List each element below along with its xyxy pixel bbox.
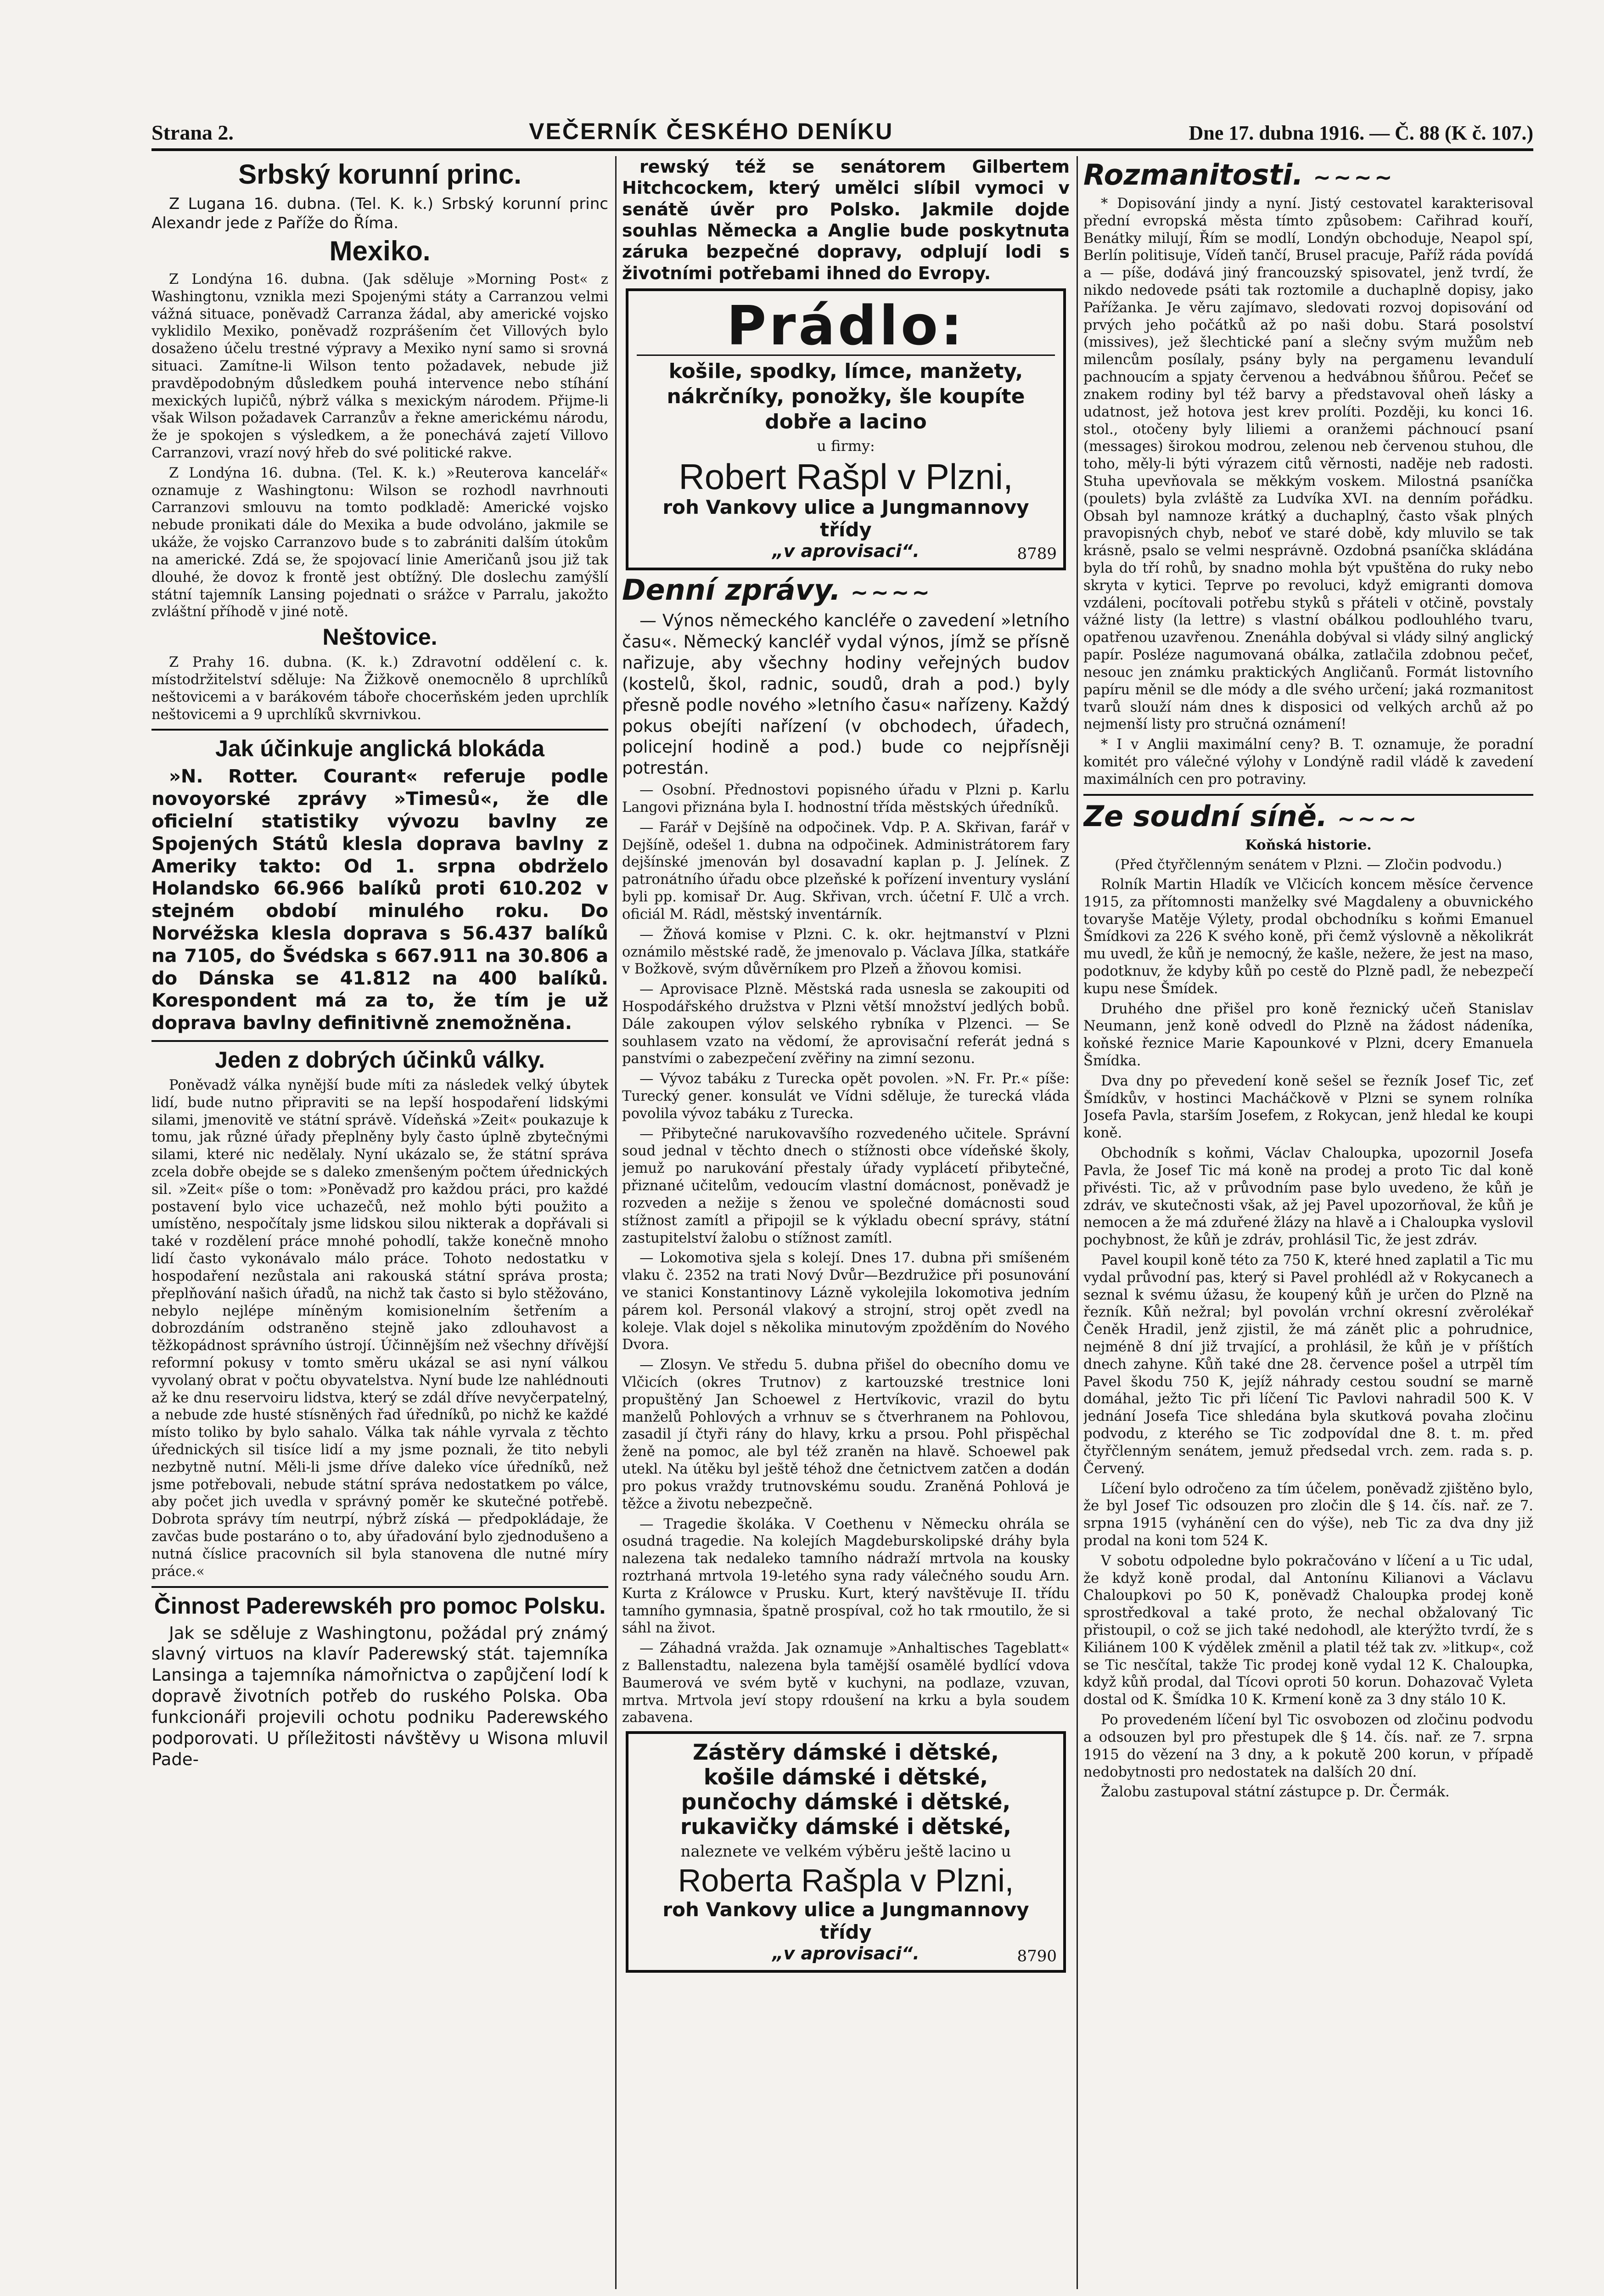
ad-goods: košile, spodky, límce, manžety, nákrčníky, ponožky, šle koupíte dobře a lacino bbox=[667, 360, 1025, 434]
article-heading: Jeden z dobrých účinků války. bbox=[215, 1047, 545, 1073]
article-text: — Žňová komise v Plzni. C. k. okr. hejtmanství v Plzni oznámilo městské radě, že jmenovalo p. Václava Jílka, statkáře v Božkově, svým důvěrníkem pro Plzeň a žňovou komisi. bbox=[622, 926, 1070, 978]
article-text: Dva dny po převedení koně sešel se řezník Josef Tic, zeť Šmídkův, v hostinci Macháčkově v Plzni se synem rolníka Josefa Pavla, starším Josefem, z Rokycan, jenž hledal ke koupi koně. bbox=[1083, 1073, 1533, 1142]
article-text: — Záhadná vražda. Jak oznamuje »Anhaltisches Tageblatt« z Ballenstadtu, nalezena byla tamější osamělé bydlící vdova Baumerová ve svém bytě v kuchyni, na podlaze, vzuvan, mrtva. Mrtvola jeví stopy rdoušení na krku a byla soudem zabavena. bbox=[622, 1640, 1070, 1726]
article-text: Z Londýna 16. dubna. (Jak sděluje »Morning Post« z Washingtonu, vznikla mezi Spojenými státy a Carranzou velmi vážná situace, poněvadž Carranza žádal, aby americké vojsko vyklidilo Mexiko, poněvadž rozprášením čet Villových bylo dosaženo účelu trestné výpravy a Mexiko nyní samo si srovná situaci. Zamítne-li Wilson tento požadavek, nebude již pravděpodobným důsledkem pouhá intervence nebo stíhání mexických lupičů, nýbrž válka s mexickým národem. Přijme-li však Wilson požadavek Carranzův a řekne americkému národu, že je spokojen s výsledkem, a že ponechává zajetí Villovo Carranzovi, vrazí nový hřeb do své politické rakve. bbox=[151, 271, 608, 461]
ad-goods: punčochy dámské i dětské, bbox=[681, 1790, 1011, 1815]
column-middle bbox=[622, 156, 1070, 2296]
article-text: rewský též se senátorem Gilbertem Hitchcockem, který umělci slíbil vymoci v senátě úvěr pro Polsko. Jakmile dojde souhlas Německa a Anglie bude poskytnuta záruka bezpečné dopravy, odplují lodi s životními potřebami ihned do Evropy. bbox=[622, 157, 1070, 283]
section-rule bbox=[151, 1040, 608, 1042]
article-heading: Činnost Paderewskéh pro pomoc Polsku. bbox=[154, 1593, 606, 1619]
advertisement-pradlo bbox=[626, 288, 1066, 570]
article-text: — Vývoz tabáku z Turecka opět povolen. »N. Fr. Pr.« píše: Turecký gener. konsulát ve Vídni sděluje, že turecká vláda povolila vývoz tabáku z Turecka. bbox=[622, 1071, 1070, 1122]
article-text: — Výnos německého kancléře o zavedení »letního času«. Německý kancléř vydal výnos, jímž se přísně nařizuje, aby všechny hodiny veřejných budov (kostelů, škol, radnic, soudů, drah a pod.) byly přesně podle nového »letního času« nařízeny. Každý pokus obejíti nařízení (v obchodech, úřadech, policejní hodině a pod.) bude co nejpřísněji potrestán. bbox=[622, 611, 1070, 778]
article-text: Druhého dne přišel pro koně řeznický učeň Stanislav Neumann, jenž koně odvedl do Plzně na žádost nádeníka, koňské řeznice Marie Kapounkové v Plzni, dcery Emanuela Šmídka. bbox=[1083, 1001, 1533, 1069]
ad-text: u firmy: bbox=[817, 437, 875, 455]
article-heading: Srbský korunní princ. bbox=[238, 159, 522, 190]
article-text: Z Prahy 16. dubna. (K. k.) Zdravotní oddělení c. k. místodržitelství sděluje: Na Žižkově onemocnělo 8 uprchlíků neštovicemi a v barákovém táboře chocerňském jeden uprchlík neštovicemi a 9 uprchlíků skvrnivkou. bbox=[151, 654, 608, 723]
article-text: Po provedeném líčení byl Tic osvobozen od zločinu podvodu a odsouzen byl pro přestupek dle § 14. čís. nař. ze 7. srpna 1915 do vězení na 3 dny, a k pokutě 200 korun, v případě nedobytnosti pro nedostatek na dalších 20 dní. bbox=[1083, 1712, 1533, 1780]
column-divider bbox=[615, 156, 617, 2289]
advertisement-zastery bbox=[626, 1731, 1066, 1973]
article-text: Jak se sděluje z Washingtonu, požádal prý známý slavný virtuos na klavír Paderewský stát. tajemníka Lansinga a tajemníka námořnictva o zapůjčení lodí k dopravě životních potřeb do ruského Polska. Oba funkcionáři projevili ochotu podniku Paderewského podporovati. U příležitosti návštěvy u Wisona mluvil Pade- bbox=[151, 1623, 608, 1769]
ad-goods: Zástěry dámské i dětské, bbox=[693, 1740, 999, 1766]
article-text: Z Londýna 16. dubna. (Tel. K. k.) »Reuterova kancelář« oznamuje z Washingtonu: Wilson se rozhodl navrhnouti Carranzovi smlouvu na tomto podkladě: Americké vojsko nebude pronikati dále do Mexika a bude odvoláno, jakmile se ukáže, že vojsko Carranzovo bude s to zabrániti dalším útokům na americké. Zdá se, že spojovací linie Američanů jsou již tak dlouhé, že dovoz k frontě jest obtížný. Dle doslechu zamýšlí státní tajemník Lansing pojednati o srážce v Parralu, jakožto zvláštní příhodě v jiné notě. bbox=[151, 465, 608, 620]
ad-goods: košile dámské i dětské, bbox=[703, 1765, 988, 1790]
article-text: Žalobu zastupoval státní zástupce p. Dr. Čermák. bbox=[1101, 1784, 1450, 1801]
column-divider bbox=[1077, 156, 1078, 2289]
column-left bbox=[151, 156, 608, 2296]
article-text: Z Lugana 16. dubna. (Tel. K. k.) Srbský korunní princ Alexandr jede z Paříže do Říma. bbox=[151, 194, 608, 232]
article-subheading: Koňská historie. bbox=[1245, 837, 1372, 853]
section-rule bbox=[151, 729, 608, 731]
article-heading: Neštovice. bbox=[322, 624, 437, 650]
article-text: — Lokomotiva sjela s kolejí. Dnes 17. dubna při smíšeném vlaku č. 2352 na trati Nový Dvůr—Bezdružice při posunování ve stanici Konstantinovy Lázně vykolejila lokomotiva jedním párem kol. Personál vlakový a strojní, stroj opět zvedl na koleje. Vlak dojel s několika minutovým zpožděním do Nového Dvora. bbox=[622, 1250, 1070, 1353]
article-text: Líčení bylo odročeno za tím účelem, poněvadž zjištěno bylo, že byl Josef Tic odsouzen pro zločin dle § 14. čís. nař. ze 7. srpna 1915 (vyhánění cen do výše), neb Tic za dva dny již prodal na koni tom 524 K. bbox=[1083, 1480, 1533, 1549]
ad-tagline: „v aprovisaci“. bbox=[772, 1943, 920, 1964]
section-heading: Ze soudní síně. ~~~~ bbox=[1083, 799, 1419, 833]
masthead-rule bbox=[151, 148, 1533, 151]
article-text: V sobotu odpoledne bylo pokračováno v líčení a u Tic udal, že když koně prodal, dal Antonínu Kilianovi a Václavu Chaloupkovi po 50 K, poněvadž Chaloupka prodej koně sprostředkoval a také proto, že nechal obžalovaný Tic přistoupil, o což se jich také nedohodl, ale kterýžto tvrdí, že s Kiliánem 100 K výdělek změnil a platil též tak zv. »litkup«, což se Tic nesčítal, takže Tic prodej koně vydal 12 K. Chaloupka, když kůň prodal, dal Tícovi oproti 50 korun. Dohazovač Vyleta dostal od K. Šmídka 10 K. Krmení koně za 3 dny stálo 10 K. bbox=[1083, 1553, 1533, 1708]
article-text: — Tragedie školáka. V Coethenu v Německu ohrála se osudná tragedie. Na kolejích Magdeburskolipské dráhy byla nalezena tak nedaleko tamního nádraží mrtvola na kousky roztrhaná mrtvola 19-letého syna rady válečného soudu Arn. Kurta z Králowce v Prusku. Kurt, který navštěvuje II. třídu tamního gymnasia, špatně prospíval, což ho tak rmoutilo, že si sáhl na život. bbox=[622, 1516, 1070, 1637]
article-text: — Aprovisace Plzně. Městská rada usnesla se zakoupiti od Hospodářského družstva v Plzni větší množství jedlých bobů. Dále zakoupen výlov selského rybníka v Plzenci. — Se souhlasem vzato na vědomí, že aprovisační referát jedná s panstvími o zabezpečení zvěřiny na zimní sezonu. bbox=[622, 981, 1070, 1067]
article-text: Obchodník s koňmi, Václav Chaloupka, upozornil Josefa Pavla, že Josef Tic má koně na prodej a proto Tic dal koně přivésti. Tic, až v průvodním pase bylo uvedeno, že kůň je zdráv, ve skutečnosti však, až jej Pavel upozorňoval, že kůň je nemocen a že má zduřené žlázy na hlavě a i Chaloupka vyslovil pochybnost, že kůň je zdráv, prohlásil Tic, že jest zdráv. bbox=[1083, 1145, 1533, 1249]
ad-firm: Roberta Rašpla v Plzni, bbox=[678, 1863, 1014, 1899]
section-title: Denní zprávy. bbox=[622, 573, 841, 607]
issue-date: Dne 17. dubna 1916. — Č. 88 (K č. 107.) bbox=[1189, 122, 1533, 144]
article-subheading: (Před čtyřčlenným senátem v Plzni. — Zločin podvodu.) bbox=[1115, 856, 1502, 873]
section-rule bbox=[151, 1586, 608, 1588]
article-text: * I v Anglii maximální ceny? B. T. oznamuje, že poradní komitét pro válečné výlohy v Londýně radil vládě k zavedení maximálních cen pro potraviny. bbox=[1083, 737, 1533, 788]
newspaper-page bbox=[151, 99, 1533, 2296]
article-text: — Osobní. Přednostovi popisného úřadu v Plzni p. Karlu Langovi přiznána byla I. hodnostní třída městských úředníků. bbox=[622, 782, 1070, 816]
section-heading: Rozmanitosti. ~~~~ bbox=[1083, 158, 1395, 191]
ad-title: Prádlo: bbox=[637, 298, 1055, 356]
ad-number: 8790 bbox=[1017, 1947, 1057, 1966]
section-heading: Denní zprávy. ~~~~ bbox=[622, 573, 932, 607]
ad-text: naleznete ve velkém výběru ještě lacino u bbox=[680, 1842, 1011, 1861]
ad-address: roh Vankovy ulice a Jungmannovy třídy bbox=[662, 496, 1029, 541]
ad-tagline: „v aprovisaci“. bbox=[772, 541, 920, 562]
article-text: * Dopisování jindy a nyní. Jistý cestovatel karakterisoval přední evropská města tímto způsobem: Cařihrad kouří, Benátky milují, Řím se modlí, Londýn obchoduje, Neapol spí, Berlín politisuje, Vídeň tančí, Brusel pracuje, Paříž ráda povídá a — píše, dodává jiný francouzský spisovatel, jenž tvrdí, že nikdo nedovede psáti tak roztomile a duchaplně dopisy, jako Pařížanka. Je věru zajímavo, sledovati rozvoj dopisování od prvých jeho počátků až po naši dobu. Stará posolství (missives), jež šlechtické paní a slečny svým mužům neb milencům posílaly, psány byly na pergamenu levandulí pachnoucím a spjaty červenou a hedvábnou šňůrou. Pečeť se znakem rodiny byl též barvy a představoval oheň lásky a udatnost, jež hotova jest krev prolíti. Později, ku konci 16. stol., otočeny byly liliemi a oranžemi páchnoucí psaní (messages) širokou modrou, zelenou neb červenou stuhou, dle toho, měly-li býti výrazem citů věrnosti, naděje neb radosti. Stuha upevňovala se měkkým voskem. Milostná psaníčka (poulets) byla zvláště za Ludvíka XVI. na denním pořádku. Obsah byl namnoze krátký a duchaplný, často však plných pravopisných chyb, neboť ve staré době, kdy mluvilo se tak krásně, psalo se velmi nesprávně. Ozdobná psaníčka skládána byla do tří rohů, by snadno mohla být vpuštěna do ruky nebo skryta v kytici. Teprve po revoluci, když emigranti domova vzdáleni, pocítovali potřebu styků s přáteli v otčině, povstaly vážné listy (la lettre) s vlastní obálkou podlouhlého tvaru, opatřenou uzavřenou. Znenáhla dobýval si vlády silný anglický papír. Posléze nagumovaná obálka, zatlačila zdobnou pečeť, nesouc jen známku praktických Angličanů. Formát listovního papíru měnil se dle módy a dle svého určení; jaká rozmanitost tvarů slouží nám dnes k disposici od velkých archů až po nejmenší listy pro stručná oznámení! bbox=[1083, 195, 1533, 733]
ad-firm: Robert Rašpl v Plzni, bbox=[679, 456, 1013, 497]
article-text: — Farář v Dejšíně na odpočinek. Vdp. P. A. Skřivan, farář v Dejšíně, odešel 1. dubna na odpočinek. Administrátorem fary dejšínské jmenován byl dosavadní kaplan p. J. Jelínek. Z patronátního úřadu obce plzeňské k pořízení inventury vyslání byli pp. komisař Dr. Aug. Skřivan, vrch. účetní F. Ulč a vrch. oficiál M. Rádl, městský inventárník. bbox=[622, 819, 1070, 923]
ad-goods: rukavičky dámské i dětské, bbox=[680, 1814, 1012, 1840]
newspaper-title: VEČERNÍK ČESKÉHO DENÍKU bbox=[529, 118, 894, 144]
section-title: Ze soudní síně. bbox=[1083, 799, 1328, 833]
article-heading: Mexiko. bbox=[329, 236, 431, 267]
ad-address: roh Vankovy ulice a Jungmannovy třídy bbox=[662, 1898, 1029, 1944]
ad-number: 8789 bbox=[1017, 545, 1057, 563]
column-right bbox=[1083, 156, 1533, 2296]
article-text: Rolník Martin Hladík ve Vlčicích koncem měsíce července 1915, za přítomnosti manželky své Magdaleny a obuvnického tovaryše Matěje Výlety, prodal obchodníku s koňmi Emanuel Šmídkovi za 226 K svého koně, při čemž výslovně a několikrát mu uvedl, že kůň je nemocný, že kašle, nežere, že jest na maso, podotknuv, že kdyby kůň po cestě do Plzně padl, že nebezpečí kupu nese Šmídek. bbox=[1083, 876, 1533, 997]
section-rule bbox=[1083, 794, 1533, 796]
masthead bbox=[151, 113, 1533, 145]
article-text: »N. Rotter. Courant« referuje podle novoyorské zprávy »Timesů«, že dle oficielní statistiky vývozu bavlny ze Spojených Států klesla doprava bavlny z Ameriky takto: Od 1. srpna obdrželo Holandsko 66.966 balíků proti 610.202 v stejném období minulého roku. Do Norvéžska klesla doprava s 56.437 balíků na 7105, do Švédska s 667.911 na 30.806 a do Dánska se 41.812 na 400 balíků. Korespondent má za to, že tím je už doprava bavlny definitivně znemožněna. bbox=[151, 766, 608, 1034]
article-text: — Zlosyn. Ve středu 5. dubna přišel do obecního domu ve Vlčicích (okres Trutnov) z kartouzské trestnice loni propuštěný Jan Schoewel z Hertvíkovic, vrazil do bytu manželů Pohlových a vrhnuv se s čtverhranem na Pohlovou, zasadil jí čtyři rány do hlavy, krku a prsou. Pohl přispěchal ženě na pomoc, ale byl též zraněn na hlavě. Schoewel pak utekl. Na útěku byl ještě téhož dne četnictvem zatčen a dodán pro pokus vraždy trutnovskému soudu. Zraněná Pohlová je těžce a životu nebezpečně. bbox=[622, 1357, 1070, 1512]
article-text: Poněvadž válka nynější bude míti za následek velký úbytek lidí, bude nutno připraviti se na lepší hospodaření lidskými silami, jmenovitě ve státní správě. Vídeňská »Zeit« poukazuje k tomu, jak různé úřady přeplněny byly často úplně zbytečnými silami, které nic nedělaly. Nyní ukázalo se, že státní správa zcela dobře obejde se s daleko zmenšeným počtem úřednických sil. »Zeit« píše o tom: »Poněvadž pro každou práci, pro každé postavení bylo vice uchazečů, než mohlo býti použito a umístěno, nespočítaly jsme lidskou silou nikterak a dopřávali si také v rozdělení práce mnohé pohodlí, takže konečně mnoho lidí často vykonávalo málo práce. Tohoto nedostatku v hospodaření nezůstala ani rakouská státní správa prosta; přeplňování našich úřadů, na nichž tak často si bylo stěžováno, nebylo nejlépe míněným komisionelním šetřením a dobrozdáním odstraněno stejně jako zdlouhavost a těžkopádnost správního ústrojí. Účinnějším než všechny dřívější reformní pokusy v tomto směru ukázal se asi nyní válkou vyvolaný obrat v počtu obyvatelstva. Nyní bude lze nahlédnouti až ke dnu reservoiru lidstva, který se zdál dříve nevyčerpatelný, a nebude zde husté stísněných řad úředníků, po nichž ke každé místo toliko by bylo sahalo. Válka tak náhle vyrvala z těchto úřednických sil tisíce lidí a my jsme poznali, že tito nebyli nezbytně nutní. Měli-li jsme dříve daleko více úředníků, než jsme potřebovali, nebude státní správa nedostatkem po válce, aby počet jich uvedla v správný poměr ke skutečné potřebě. Dobrota správy tím neutrpí, nýbrž získá — předpokládaje, že zavčas bude postaráno o to, aby úřadování bylo zjednodušeno a nutná číslice pracovních sil byla stanovena dle nutné míry práce.« bbox=[151, 1077, 608, 1580]
article-text: Pavel koupil koně této za 750 K, které hned zaplatil a Tic mu vydal průvodní pas, který si Pavel prohlédl až v Rokycanech a seznal k svému úžasu, že koupený kůň je určen do Plzně na řezník. Kůň nežral; byl povolán vrchní okresní zvěrolékař Čeněk Hradil, jenž zjistil, že má zánět plic a pohrudnice, nejméně 8 dní již trvající, a prohlásil, že kůň je v příštích dnech zahyne. Kůň také dne 28. července pošel a utrpěl tím Pavel škodu 750 K, jejíž náhrady cestou soudní se marně domáhal, ježto Tic při líčení Tic Pavlovi nahradil 500 K. V jednání Josefa Tice shledána byla skutková povaha zločinu podvodu, z kterého se Tic zodpovídal dne 8. t. m. před čtyřčlenným senátem, jemuž předsedal vrch. zem. rada s. p. Červený. bbox=[1083, 1252, 1533, 1477]
article-text: — Přibytečné narukovavšího rozvedeného učitele. Správní soud jednal v těchto dnech o stížnosti obce vídeňské školy, jemuž po narukování přestaly úřady vyplácetí přibytečné, přiznané učitelům, vedoucím vlastní domácnost, poněvadž je rozveden a nežije s ženou ve společné domácnosti soud stížnost zamítl a připojil se k výkladu obecní správy, státní zastupitelství žalobu o stížnost zamítl. bbox=[622, 1125, 1070, 1246]
page-number: Strana 2. bbox=[151, 121, 234, 144]
article-heading: Jak účinkuje anglická blokáda bbox=[215, 736, 544, 762]
section-title: Rozmanitosti. bbox=[1083, 158, 1303, 191]
